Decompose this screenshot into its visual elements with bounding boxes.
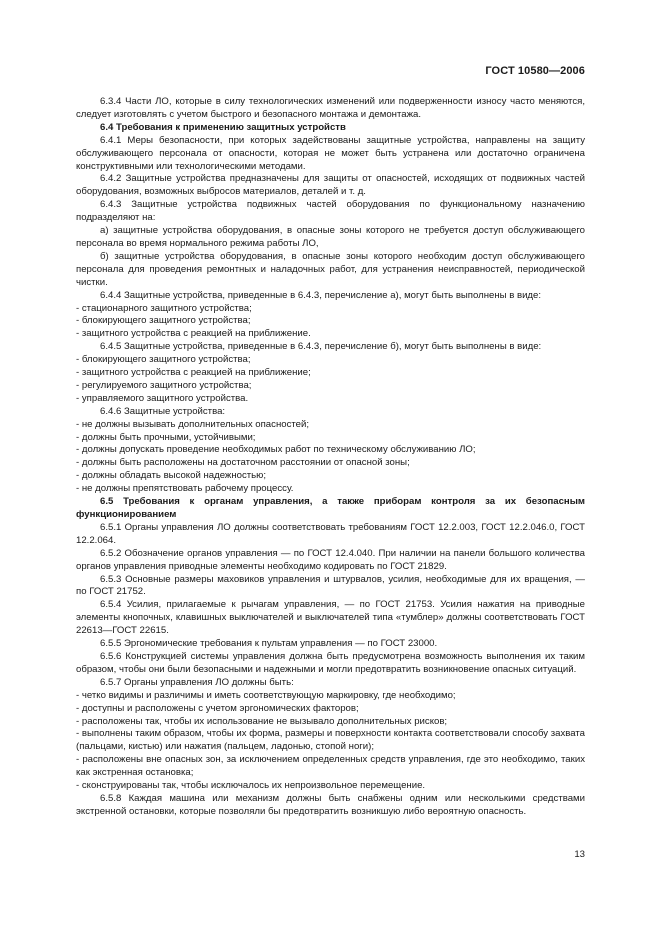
paragraph: 6.5.8 Каждая машина или механизм должны быть снабжены одним или несколькими средствами экстренной остановки, которые позволяли бы предотвратить возникшую либо вероятную опасность. xyxy=(76,792,585,817)
paragraph: 6.4.6 Защитные устройства: xyxy=(100,405,226,417)
list-item: - стационарного защитного устройства; xyxy=(76,302,252,314)
paragraph: 6.4.2 Защитные устройства предназначены для защиты от опасностей, исходящих от подвижных частей оборудования, возможных выбросов материалов, деталей и т. д. xyxy=(76,173,585,198)
paragraph: 6.5.2 Обозначение органов управления — по ГОСТ 12.4.040. При наличии на панели большого количества органов управления приводные элементы необходимо кодировать по ГОСТ 21829. xyxy=(76,547,585,572)
list-item: - не должны вызывать дополнительных опасностей; xyxy=(76,418,310,430)
paragraph: 6.4.1 Меры безопасности, при которых задействованы защитные устройства, направлены на защиту обслуживающего персонала от опасности, которая не может быть устранена или достаточно ограничена конструктивными или технологическими методами. xyxy=(76,134,585,172)
page-body xyxy=(76,96,585,819)
list-item: - защитного устройства с реакцией на приближение; xyxy=(76,367,311,379)
paragraph: 6.5.3 Основные размеры маховиков управления и штурвалов, усилия, необходимые для их вращения, — по ГОСТ 21752. xyxy=(76,573,585,598)
paragraph: 6.5.4 Усилия, прилагаемые к рычагам управления, — по ГОСТ 21753. Усилия нажатия на приводные элементы кнопочных, клавишных выключателей и выключателей типа «тумблер» должны соответствовать ГОСТ 22613—ГОСТ 22615. xyxy=(76,599,585,637)
paragraph: 6.5.1 Органы управления ЛО должны соответствовать требованиям ГОСТ 12.2.003, ГОСТ 12.2.046.0, ГОСТ 12.2.064. xyxy=(76,521,585,546)
list-item: - расположены так, чтобы их использование не вызывало дополнительных рисков; xyxy=(76,715,448,727)
list-item: - не должны препятствовать рабочему процессу. xyxy=(76,483,294,495)
list-item: - расположены вне опасных зон, за исключением определенных средств управления, где это необходимо, таких как экстренная остановка; xyxy=(76,754,585,779)
section-heading: 6.4 Требования к применению защитных устройств xyxy=(100,121,346,133)
list-item: - доступны и расположены с учетом эргономических факторов; xyxy=(76,702,359,714)
section-heading: 6.5 Требования к органам управления, а также приборам контроля за их безопасным функционированием xyxy=(76,496,585,520)
list-item: - должны допускать проведение необходимых работ по техническому обслуживанию ЛО; xyxy=(76,444,476,456)
list-item: - четко видимы и различимы и иметь соответствующую маркировку, где необходимо; xyxy=(76,689,456,701)
list-item: - должны быть расположены на достаточном расстоянии от опасной зоны; xyxy=(76,457,410,469)
paragraph: а) защитные устройства оборудования, в опасные зоны которого не требуется доступ обслуживающего персонала во время нормального режима работы ЛО, xyxy=(76,225,585,249)
page-number: 13 xyxy=(574,849,585,860)
list-item: - выполнены таким образом, чтобы их форма, размеры и поверхности контакта соответствовали способу захвата (пальцами, кистью) или нажатия (пальцем, ладонью, стопой ноги); xyxy=(76,728,585,753)
paragraph: 6.3.4 Части ЛО, которые в силу технологических изменений или подверженности износу часто меняются, следует изготовлять с учетом быстрого и безопасного монтажа и демонтажа. xyxy=(76,96,585,120)
paragraph: 6.4.4 Защитные устройства, приведенные в 6.4.3, перечисление а), могут быть выполнены в виде: xyxy=(100,289,542,301)
paragraph: 6.5.5 Эргономические требования к пультам управления — по ГОСТ 23000. xyxy=(100,638,438,650)
paragraph: 6.5.7 Органы управления ЛО должны быть: xyxy=(100,676,294,688)
paragraph: б) защитные устройства оборудования, в опасные зоны которого необходим доступ обслуживающего персонала для проведения ремонтных и наладочных работ, для устранения неисправностей, периодической чистки. xyxy=(76,250,585,288)
list-item: - должны обладать высокой надежностью; xyxy=(76,470,267,482)
paragraph: 6.4.3 Защитные устройства подвижных частей оборудования по функциональному назначению подразделяют на: xyxy=(76,199,585,224)
list-item: - управляемого защитного устройства. xyxy=(76,392,249,404)
paragraph: 6.4.5 Защитные устройства, приведенные в 6.4.3, перечисление б), могут быть выполнены в виде: xyxy=(100,341,542,353)
list-item: - сконструированы так, чтобы исключалось их непроизвольное перемещение. xyxy=(76,780,426,792)
list-item: - должны быть прочными, устойчивыми; xyxy=(76,431,256,443)
list-item: - регулируемого защитного устройства; xyxy=(76,379,252,391)
paragraph: 6.5.6 Конструкцией системы управления должна быть предусмотрена возможность выполнения их таким образом, чтобы они были безопасными и надежными и могли предотвратить возникновение опасных ситуаций. xyxy=(76,650,585,675)
document-code: ГОСТ 10580—2006 xyxy=(485,65,585,77)
list-item: - блокирующего защитного устройства; xyxy=(76,354,251,366)
list-item: - блокирующего защитного устройства; xyxy=(76,315,251,327)
list-item: - защитного устройства с реакцией на приближение. xyxy=(76,328,311,340)
